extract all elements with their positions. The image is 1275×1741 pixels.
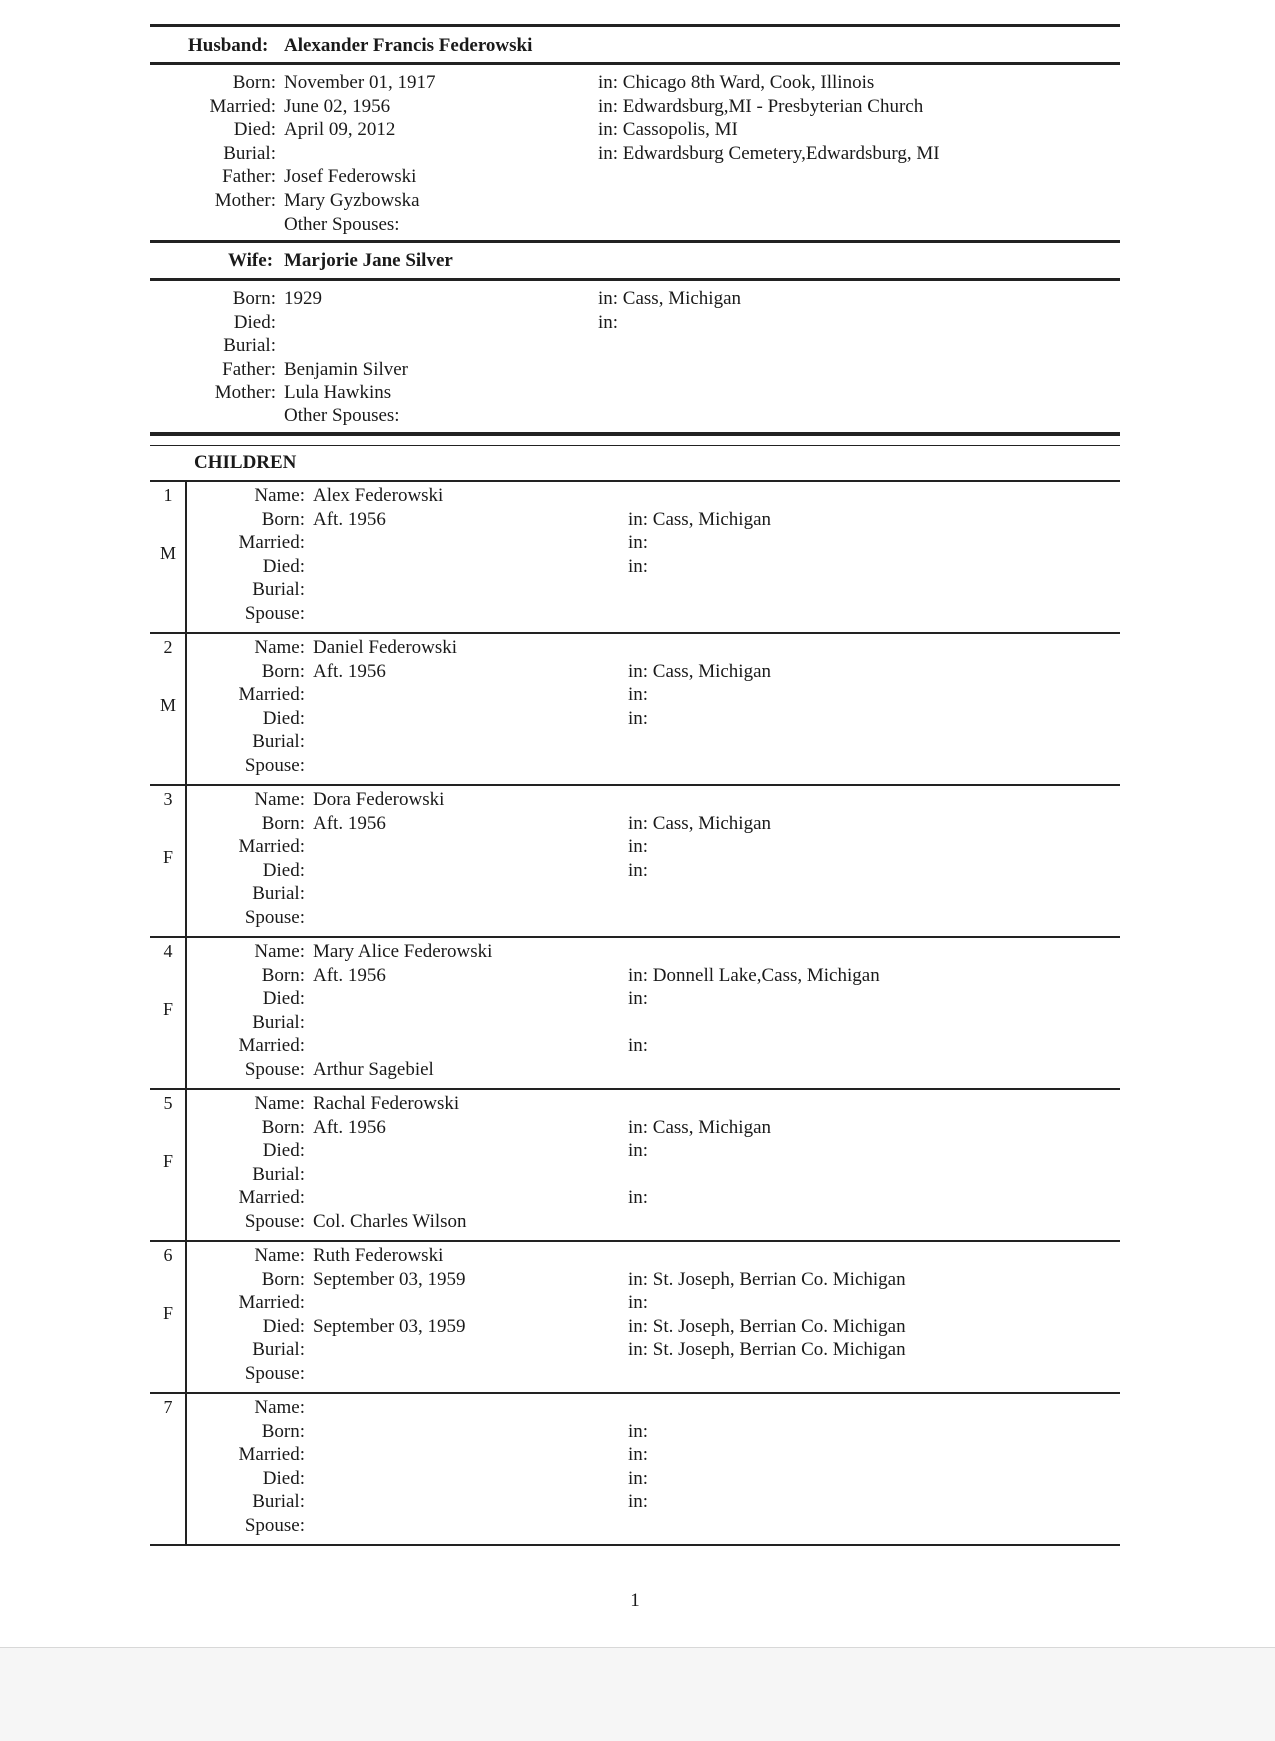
child-fact-label: Died: xyxy=(262,1315,305,1337)
wife-fact-label: Born: xyxy=(232,288,276,309)
husband-fact-label: Burial: xyxy=(223,142,276,164)
child-fact-place: in: Cass, Michigan xyxy=(628,660,772,682)
page-number: 1 xyxy=(630,1590,640,1611)
child-fact-place: in: xyxy=(628,555,649,577)
child-fact-label: Married: xyxy=(238,1444,305,1465)
husband-fact-value: April 09, 2012 xyxy=(284,119,396,140)
husband-fact-value: June 02, 1956 xyxy=(284,95,391,117)
child-fact-value: Mary Alice Federowski xyxy=(313,941,493,962)
child-fact-value: Arthur Sagebiel xyxy=(313,1058,434,1080)
husband-fact-label: Father: xyxy=(222,166,276,187)
child-fact-value: Dora Federowski xyxy=(313,789,445,810)
wife-fact-value: 1929 xyxy=(284,288,322,309)
wife-fact-label: Mother: xyxy=(214,382,276,403)
wife-fact-label: Father: xyxy=(222,358,276,380)
child-separator-rule xyxy=(150,1544,1120,1546)
child-fact-label: Name: xyxy=(254,485,305,506)
child-sex: M xyxy=(159,543,176,563)
child-number: 3 xyxy=(163,789,173,809)
child-fact-value: Aft. 1956 xyxy=(313,1116,386,1138)
child-fact-label: Name: xyxy=(254,1397,305,1418)
child-separator-rule xyxy=(150,1392,1120,1394)
child-fact-place: in: St. Joseph, Berrian Co. Michigan xyxy=(628,1315,906,1337)
child-fact-place: in: xyxy=(628,707,649,729)
husband-label: Husband: xyxy=(188,35,269,56)
child-fact-value: Rachal Federowski xyxy=(313,1093,460,1114)
child-fact-label: Spouse: xyxy=(244,906,305,928)
child-fact-place: in: xyxy=(628,1035,649,1056)
child-fact-label: Spouse: xyxy=(244,1514,305,1536)
child-fact-label: Born: xyxy=(261,964,305,986)
husband-rule xyxy=(150,62,1120,65)
child-fact-place: in: xyxy=(628,1187,649,1208)
child-fact-label: Name: xyxy=(254,637,305,658)
child-number: 2 xyxy=(163,637,173,657)
husband-fact-value: Mary Gyzbowska xyxy=(284,189,420,211)
child-fact-place: in: xyxy=(628,1292,649,1313)
child-fact-place: in: Donnell Lake,Cass, Michigan xyxy=(628,964,880,986)
husband-fact-label: Died: xyxy=(233,119,276,140)
wife-fact-value: Lula Hawkins xyxy=(284,382,392,403)
child-fact-value: Daniel Federowski xyxy=(313,637,458,658)
child-sex: F xyxy=(162,1303,173,1323)
child-sex: F xyxy=(162,999,173,1019)
wife-fact-label: Burial: xyxy=(223,335,276,356)
child-fact-label: Burial: xyxy=(252,1011,305,1033)
child-sex: F xyxy=(162,1151,173,1171)
child-fact-value: Alex Federowski xyxy=(313,485,444,506)
child-fact-place: in: xyxy=(628,836,649,857)
husband-name: Alexander Francis Federowski xyxy=(284,35,533,56)
top-rule xyxy=(150,24,1120,27)
child-fact-place: in: Cass, Michigan xyxy=(628,1116,772,1138)
child-fact-label: Spouse: xyxy=(244,1058,305,1080)
child-number: 6 xyxy=(163,1245,173,1265)
child-fact-label: Born: xyxy=(261,1116,305,1138)
wife-fact-place: in: Cass, Michigan xyxy=(598,288,742,309)
child-separator-rule xyxy=(150,784,1120,786)
child-fact-value: Col. Charles Wilson xyxy=(313,1210,467,1232)
child-fact-place: in: xyxy=(628,1420,649,1442)
child-fact-label: Died: xyxy=(262,707,305,729)
wife-name: Marjorie Jane Silver xyxy=(284,250,453,271)
child-fact-label: Name: xyxy=(254,1093,305,1114)
child-fact-label: Name: xyxy=(254,941,305,962)
child-fact-place: in: xyxy=(628,1140,649,1161)
child-fact-label: Married: xyxy=(238,684,305,705)
child-number: 1 xyxy=(163,485,173,505)
scan-bottom-margin xyxy=(0,1647,1275,1741)
child-fact-value: September 03, 1959 xyxy=(313,1268,466,1290)
child-fact-label: Name: xyxy=(254,789,305,810)
child-fact-label: Married: xyxy=(238,532,305,553)
child-fact-value: Aft. 1956 xyxy=(313,812,386,834)
child-number: 5 xyxy=(163,1093,173,1113)
child-separator-rule xyxy=(150,1088,1120,1090)
child-fact-label: Married: xyxy=(238,1035,305,1056)
child-fact-label: Died: xyxy=(262,1467,305,1489)
husband-fact-place: in: Chicago 8th Ward, Cook, Illinois xyxy=(598,72,875,93)
child-fact-place: in: xyxy=(628,1491,649,1512)
child-fact-label: Born: xyxy=(261,660,305,682)
child-fact-place: in: xyxy=(628,1444,649,1465)
husband-fact-value: Josef Federowski xyxy=(284,166,417,187)
child-fact-label: Died: xyxy=(262,1140,305,1161)
husband-fact-place: in: Edwardsburg Cemetery,Edwardsburg, MI xyxy=(598,142,940,164)
wife-rule xyxy=(150,278,1120,281)
child-fact-label: Died: xyxy=(262,859,305,881)
child-fact-label: Married: xyxy=(238,1292,305,1313)
child-fact-place: in: St. Joseph, Berrian Co. Michigan xyxy=(628,1339,906,1360)
husband-fact-value: November 01, 1917 xyxy=(284,72,436,93)
husband-fact-place: in: Cassopolis, MI xyxy=(598,119,738,140)
wife-fact-value: Benjamin Silver xyxy=(284,358,409,380)
child-fact-value: Aft. 1956 xyxy=(313,660,386,682)
child-fact-value: Ruth Federowski xyxy=(313,1245,444,1266)
child-fact-place: in: xyxy=(628,532,649,553)
wife-other-spouses: Other Spouses: xyxy=(284,405,400,426)
child-fact-place: in: xyxy=(628,988,649,1009)
child-fact-label: Married: xyxy=(238,1187,305,1208)
child-separator-rule xyxy=(150,1240,1120,1242)
child-number: 4 xyxy=(163,941,173,961)
child-sex: F xyxy=(162,847,173,867)
child-fact-label: Spouse: xyxy=(244,602,305,624)
husband-fact-label: Mother: xyxy=(214,189,276,211)
child-sex: M xyxy=(159,695,176,715)
child-fact-place: in: Cass, Michigan xyxy=(628,812,772,834)
husband-other-spouses: Other Spouses: xyxy=(284,214,400,235)
children-header-rule xyxy=(150,480,1120,482)
child-fact-label: Born: xyxy=(261,508,305,530)
wife-fact-label: Died: xyxy=(233,311,276,333)
child-fact-place: in: Cass, Michigan xyxy=(628,508,772,530)
child-fact-label: Died: xyxy=(262,988,305,1009)
child-fact-label: Born: xyxy=(261,1420,305,1442)
husband-fact-place: in: Edwardsburg,MI - Presbyterian Church xyxy=(598,95,924,117)
child-fact-place: in: St. Joseph, Berrian Co. Michigan xyxy=(628,1268,906,1290)
wife-fact-place: in: xyxy=(598,311,619,333)
child-fact-label: Spouse: xyxy=(244,1362,305,1384)
children-top-rule xyxy=(150,432,1120,436)
child-fact-label: Burial: xyxy=(252,883,305,904)
child-separator-rule xyxy=(150,632,1120,634)
child-fact-place: in: xyxy=(628,1467,649,1489)
child-fact-label: Born: xyxy=(261,1268,305,1290)
child-fact-label: Burial: xyxy=(252,1339,305,1360)
children-heading: CHILDREN xyxy=(194,452,297,473)
child-fact-label: Married: xyxy=(238,836,305,857)
child-fact-label: Burial: xyxy=(252,1163,305,1185)
child-fact-label: Name: xyxy=(254,1245,305,1266)
child-fact-place: in: xyxy=(628,684,649,705)
child-separator-rule xyxy=(150,936,1120,938)
child-fact-label: Died: xyxy=(262,555,305,577)
wife-label: Wife: xyxy=(228,250,274,271)
child-fact-label: Spouse: xyxy=(244,754,305,776)
child-fact-value: Aft. 1956 xyxy=(313,508,386,530)
child-fact-label: Burial: xyxy=(252,731,305,752)
husband-fact-label: Married: xyxy=(209,95,276,117)
child-fact-label: Born: xyxy=(261,812,305,834)
child-fact-label: Burial: xyxy=(252,579,305,600)
child-fact-label: Burial: xyxy=(252,1491,305,1512)
children-thin-rule xyxy=(150,445,1120,446)
wife-top-rule xyxy=(150,240,1120,243)
child-fact-value: September 03, 1959 xyxy=(313,1315,466,1337)
child-fact-place: in: xyxy=(628,859,649,881)
child-number: 7 xyxy=(163,1397,173,1417)
child-fact-label: Spouse: xyxy=(244,1210,305,1232)
child-fact-value: Aft. 1956 xyxy=(313,964,386,986)
husband-fact-label: Born: xyxy=(232,72,276,93)
